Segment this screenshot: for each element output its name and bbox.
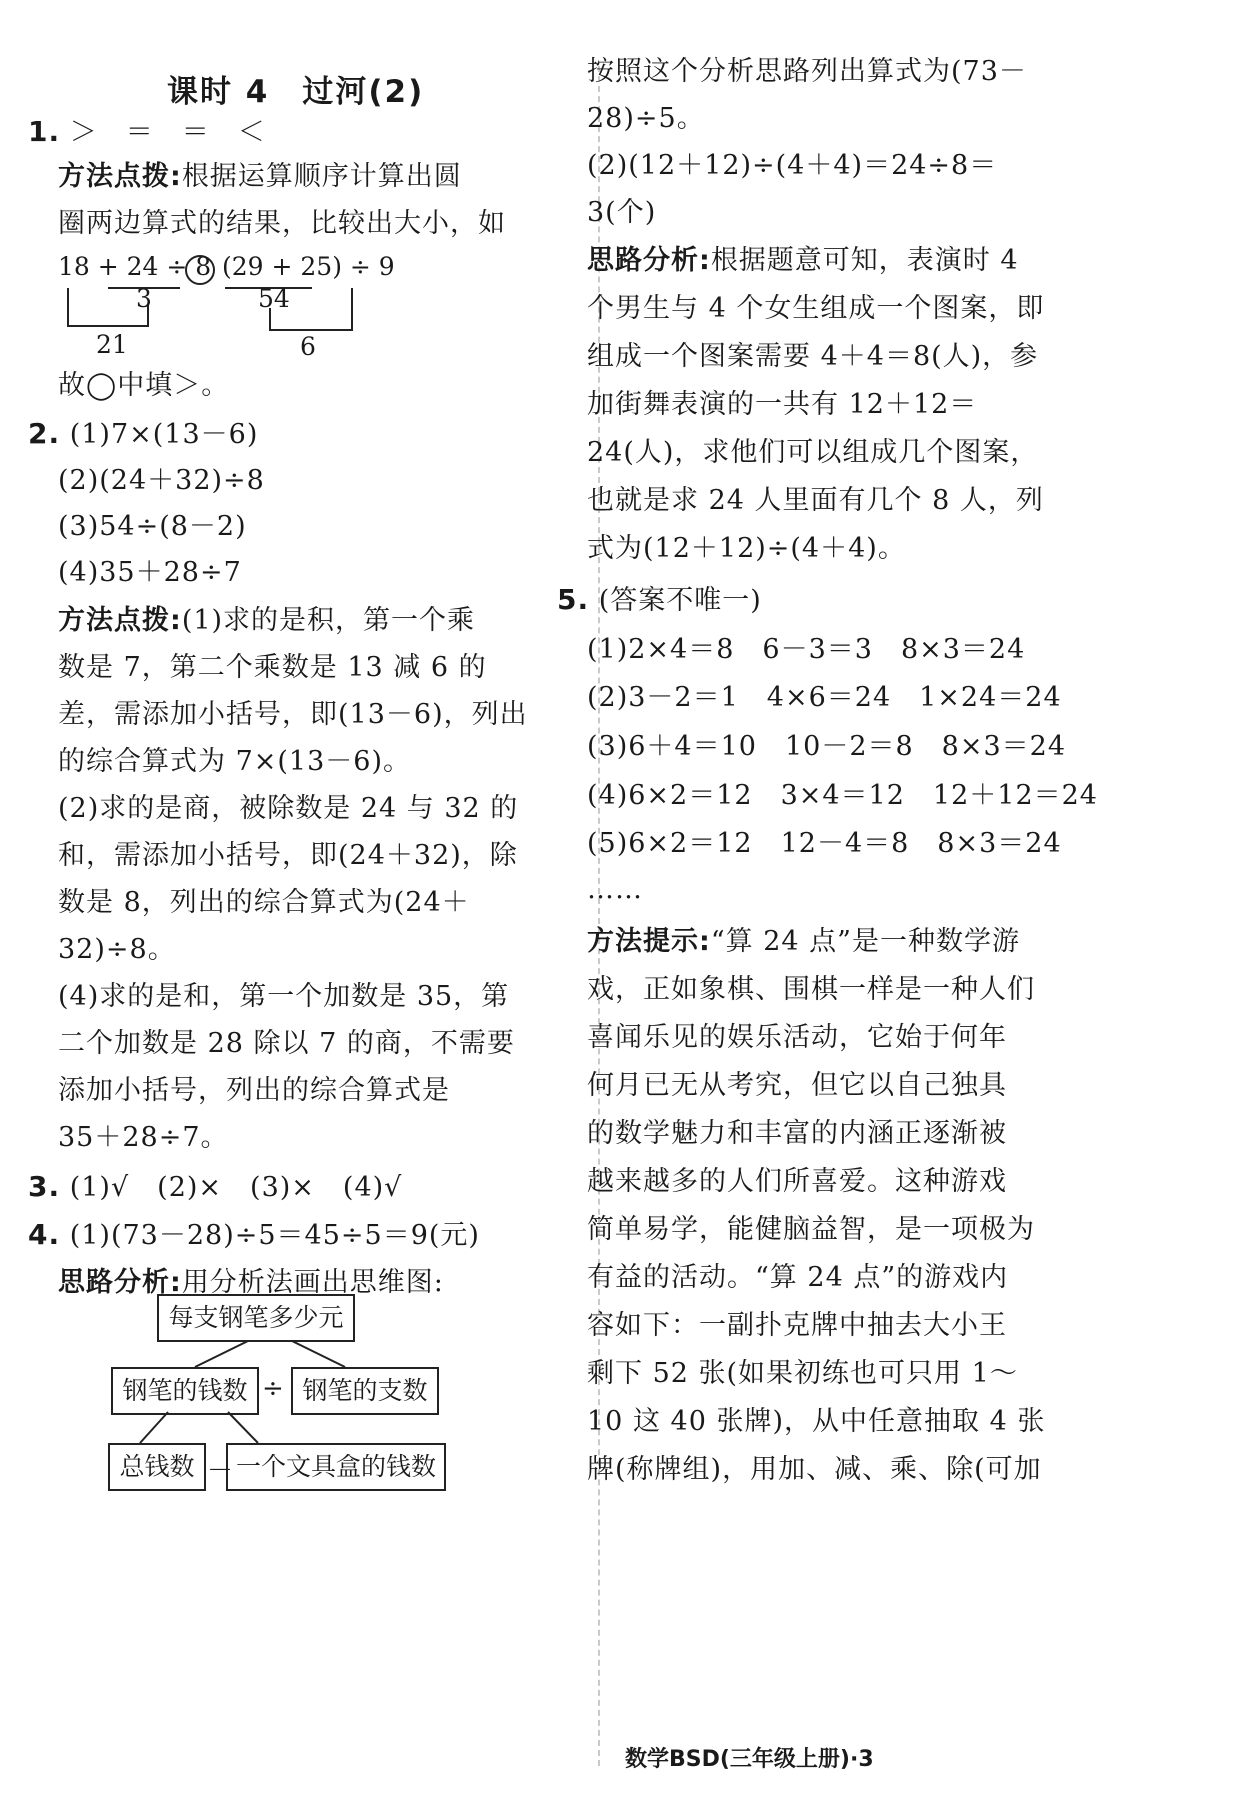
q5-tip-line5: 的数学魅力和丰富的内涵正逐渐被 bbox=[587, 1118, 1007, 1149]
q5-line bbox=[557, 580, 762, 621]
q1-tip-line1 bbox=[58, 157, 462, 197]
q1-answer: ＞ ＝ ＝ ＜ bbox=[69, 117, 266, 148]
q4-answer: (1)(73－28)÷5＝45÷5＝9(元) bbox=[69, 1220, 480, 1251]
q5-ellipsis: …… bbox=[587, 874, 643, 905]
q2-tip-line11: 添加小括号，列出的综合算式是 bbox=[58, 1075, 450, 1106]
q1-expr-left: 18 + 24 ÷ 8 bbox=[58, 252, 212, 281]
q4-tip2-line1 bbox=[587, 241, 1019, 281]
q4-part2-line1: (2)(12＋12)÷(4＋4)＝24÷8＝ bbox=[587, 150, 998, 181]
q1-conclusion: 故◯中填＞。 bbox=[58, 370, 230, 401]
q5-tip-line11: 10 这 40 张牌)，从中任意抽取 4 张 bbox=[587, 1406, 1046, 1437]
q5-tip-line6: 越来越多的人们所喜爱。这种游戏 bbox=[587, 1166, 1007, 1197]
q1-result-6: 6 bbox=[300, 332, 316, 361]
q2-answer-4: (4)35＋28÷7 bbox=[58, 557, 242, 588]
q4-tip2-line5: 24(人)，求他们可以组成几个图案， bbox=[587, 437, 1039, 468]
q4-tip-text: 用分析法画出思维图: bbox=[181, 1267, 444, 1298]
q5-tip-line7: 简单易学，能健脑益智，是一项极为 bbox=[587, 1214, 1035, 1245]
q4-tip2-line3: 组成一个图案需要 4＋4＝8(人)，参 bbox=[587, 341, 1039, 372]
q1-expr-right: (29 + 25) ÷ 9 bbox=[222, 252, 395, 281]
q3-answer: (1)√ (2)× (3)× (4)√ bbox=[69, 1172, 403, 1203]
q1-number: 1. bbox=[28, 115, 61, 148]
mind-map-bottom-right-box: 一个文具盒的钱数 bbox=[226, 1443, 446, 1491]
q4-tip-label: 思路分析: bbox=[58, 1267, 182, 1298]
q4-tip2-line7: 式为(12＋12)÷(4＋4)。 bbox=[587, 533, 906, 564]
q2-answer-2: (2)(24＋32)÷8 bbox=[58, 465, 265, 496]
q1-tip-line2: 圈两边算式的结果，比较出大小，如 bbox=[58, 208, 506, 239]
q2-tip-line5: (2)求的是商，被除数是 24 与 32 的 bbox=[58, 793, 519, 824]
q2-tip-line7: 数是 8，列出的综合算式为(24＋ bbox=[58, 887, 470, 918]
q4-tip2-label: 思路分析: bbox=[587, 245, 711, 276]
q2-answer-1: (1)7×(13－6) bbox=[69, 419, 259, 450]
q2-number: 2. bbox=[28, 417, 61, 450]
q2-tip-line6: 和，需添加小括号，即(24＋32)，除 bbox=[58, 840, 518, 871]
q4-line bbox=[28, 1215, 480, 1256]
q5-tip-line4: 何月已无从考究，但它以自己独具 bbox=[587, 1070, 1007, 1101]
q1-result-54: 54 bbox=[258, 284, 290, 313]
q2-tip-line10: 二个加数是 28 除以 7 的商，不需要 bbox=[58, 1028, 515, 1059]
mind-map-mid-left-box: 钢笔的钱数 bbox=[111, 1367, 259, 1415]
q5-number: 5. bbox=[557, 583, 590, 616]
q2-tip-text1: (1)求的是积，第一个乘 bbox=[181, 605, 476, 636]
q2-tip-line1 bbox=[58, 601, 475, 641]
q1-line bbox=[28, 112, 266, 153]
q1-result-3: 3 bbox=[136, 284, 152, 313]
q2-answer-3: (3)54÷(8－2) bbox=[58, 511, 247, 542]
q5-note: (答案不唯一) bbox=[598, 585, 762, 616]
q2-line1 bbox=[28, 414, 258, 455]
page-footer: 数学BSD(三年级上册)·3 bbox=[625, 1747, 874, 1772]
q1-tip-label: 方法点拨: bbox=[58, 161, 182, 192]
q2-tip-line8: 32)÷8。 bbox=[58, 934, 176, 965]
q2-tip-line9: (4)求的是和，第一个加数是 35，第 bbox=[58, 981, 510, 1012]
q2-tip-line2: 数是 7，第二个乘数是 13 减 6 的 bbox=[58, 652, 487, 683]
q2-tip-line4: 的综合算式为 7×(13－6)。 bbox=[58, 746, 411, 777]
q4-continue-line1: 按照这个分析思路列出算式为(73－ bbox=[587, 56, 1027, 87]
q3-line bbox=[28, 1167, 402, 1208]
q2-tip-label: 方法点拨: bbox=[58, 605, 182, 636]
q2-tip-line3: 差，需添加小括号，即(13－6)，列出 bbox=[58, 699, 528, 730]
q5-tip-line9: 容如下：一副扑克牌中抽去大小王 bbox=[587, 1310, 1007, 1341]
mind-map-top-box: 每支钢笔多少元 bbox=[157, 1294, 355, 1342]
q5-tip-line10: 剩下 52 张(如果初练也可只用 1～ bbox=[587, 1358, 1018, 1389]
page-title: 课时 4 过河(2) bbox=[167, 74, 425, 110]
q5-tip-line3: 喜闻乐见的娱乐活动，它始于何年 bbox=[587, 1022, 1007, 1053]
q1-tip-text1: 根据运算顺序计算出圆 bbox=[181, 161, 462, 192]
q4-part2-line2: 3(个) bbox=[587, 197, 657, 228]
mind-map-minus-sign: － bbox=[207, 1456, 234, 1486]
mind-map-divide-sign: ÷ bbox=[262, 1374, 284, 1404]
q2-tip-line12: 35＋28÷7。 bbox=[58, 1122, 229, 1153]
q1-result-21: 21 bbox=[96, 330, 128, 359]
q5-answer-5: (5)6×2＝12 12－4＝8 8×3＝24 bbox=[587, 828, 1062, 859]
mind-map-bottom-left-box: 总钱数 bbox=[108, 1443, 206, 1491]
q5-tip-line2: 戏，正如象棋、围棋一样是一种人们 bbox=[587, 974, 1035, 1005]
q4-tip2-line6: 也就是求 24 人里面有几个 8 人，列 bbox=[587, 485, 1044, 516]
q5-answer-3: (3)6＋4＝10 10－2＝8 8×3＝24 bbox=[587, 731, 1067, 762]
q5-answer-4: (4)6×2＝12 3×4＝12 12＋12＝24 bbox=[587, 780, 1098, 811]
q3-number: 3. bbox=[28, 1170, 61, 1203]
q5-tip-line12: 牌(称牌组)，用加、减、乘、除(可加 bbox=[587, 1454, 1042, 1485]
q4-tip2-line4: 加街舞表演的一共有 12＋12＝ bbox=[587, 389, 978, 420]
q5-tip-line8: 有益的活动。“算 24 点”的游戏内 bbox=[587, 1262, 1009, 1293]
q4-tip2-line2: 个男生与 4 个女生组成一个图案，即 bbox=[587, 293, 1045, 324]
q4-number: 4. bbox=[28, 1218, 61, 1251]
q4-tip2-text1: 根据题意可知，表演时 4 bbox=[710, 245, 1019, 276]
q5-tip-line1 bbox=[587, 922, 1020, 962]
q5-tip-text1: “算 24 点”是一种数学游 bbox=[710, 926, 1020, 957]
q5-answer-1: (1)2×4＝8 6－3＝3 8×3＝24 bbox=[587, 634, 1026, 665]
q5-answer-2: (2)3－2＝1 4×6＝24 1×24＝24 bbox=[587, 682, 1062, 713]
q4-continue-line2: 28)÷5。 bbox=[587, 103, 705, 134]
mind-map-mid-right-box: 钢笔的支数 bbox=[291, 1367, 439, 1415]
q5-tip-label: 方法提示: bbox=[587, 926, 711, 957]
